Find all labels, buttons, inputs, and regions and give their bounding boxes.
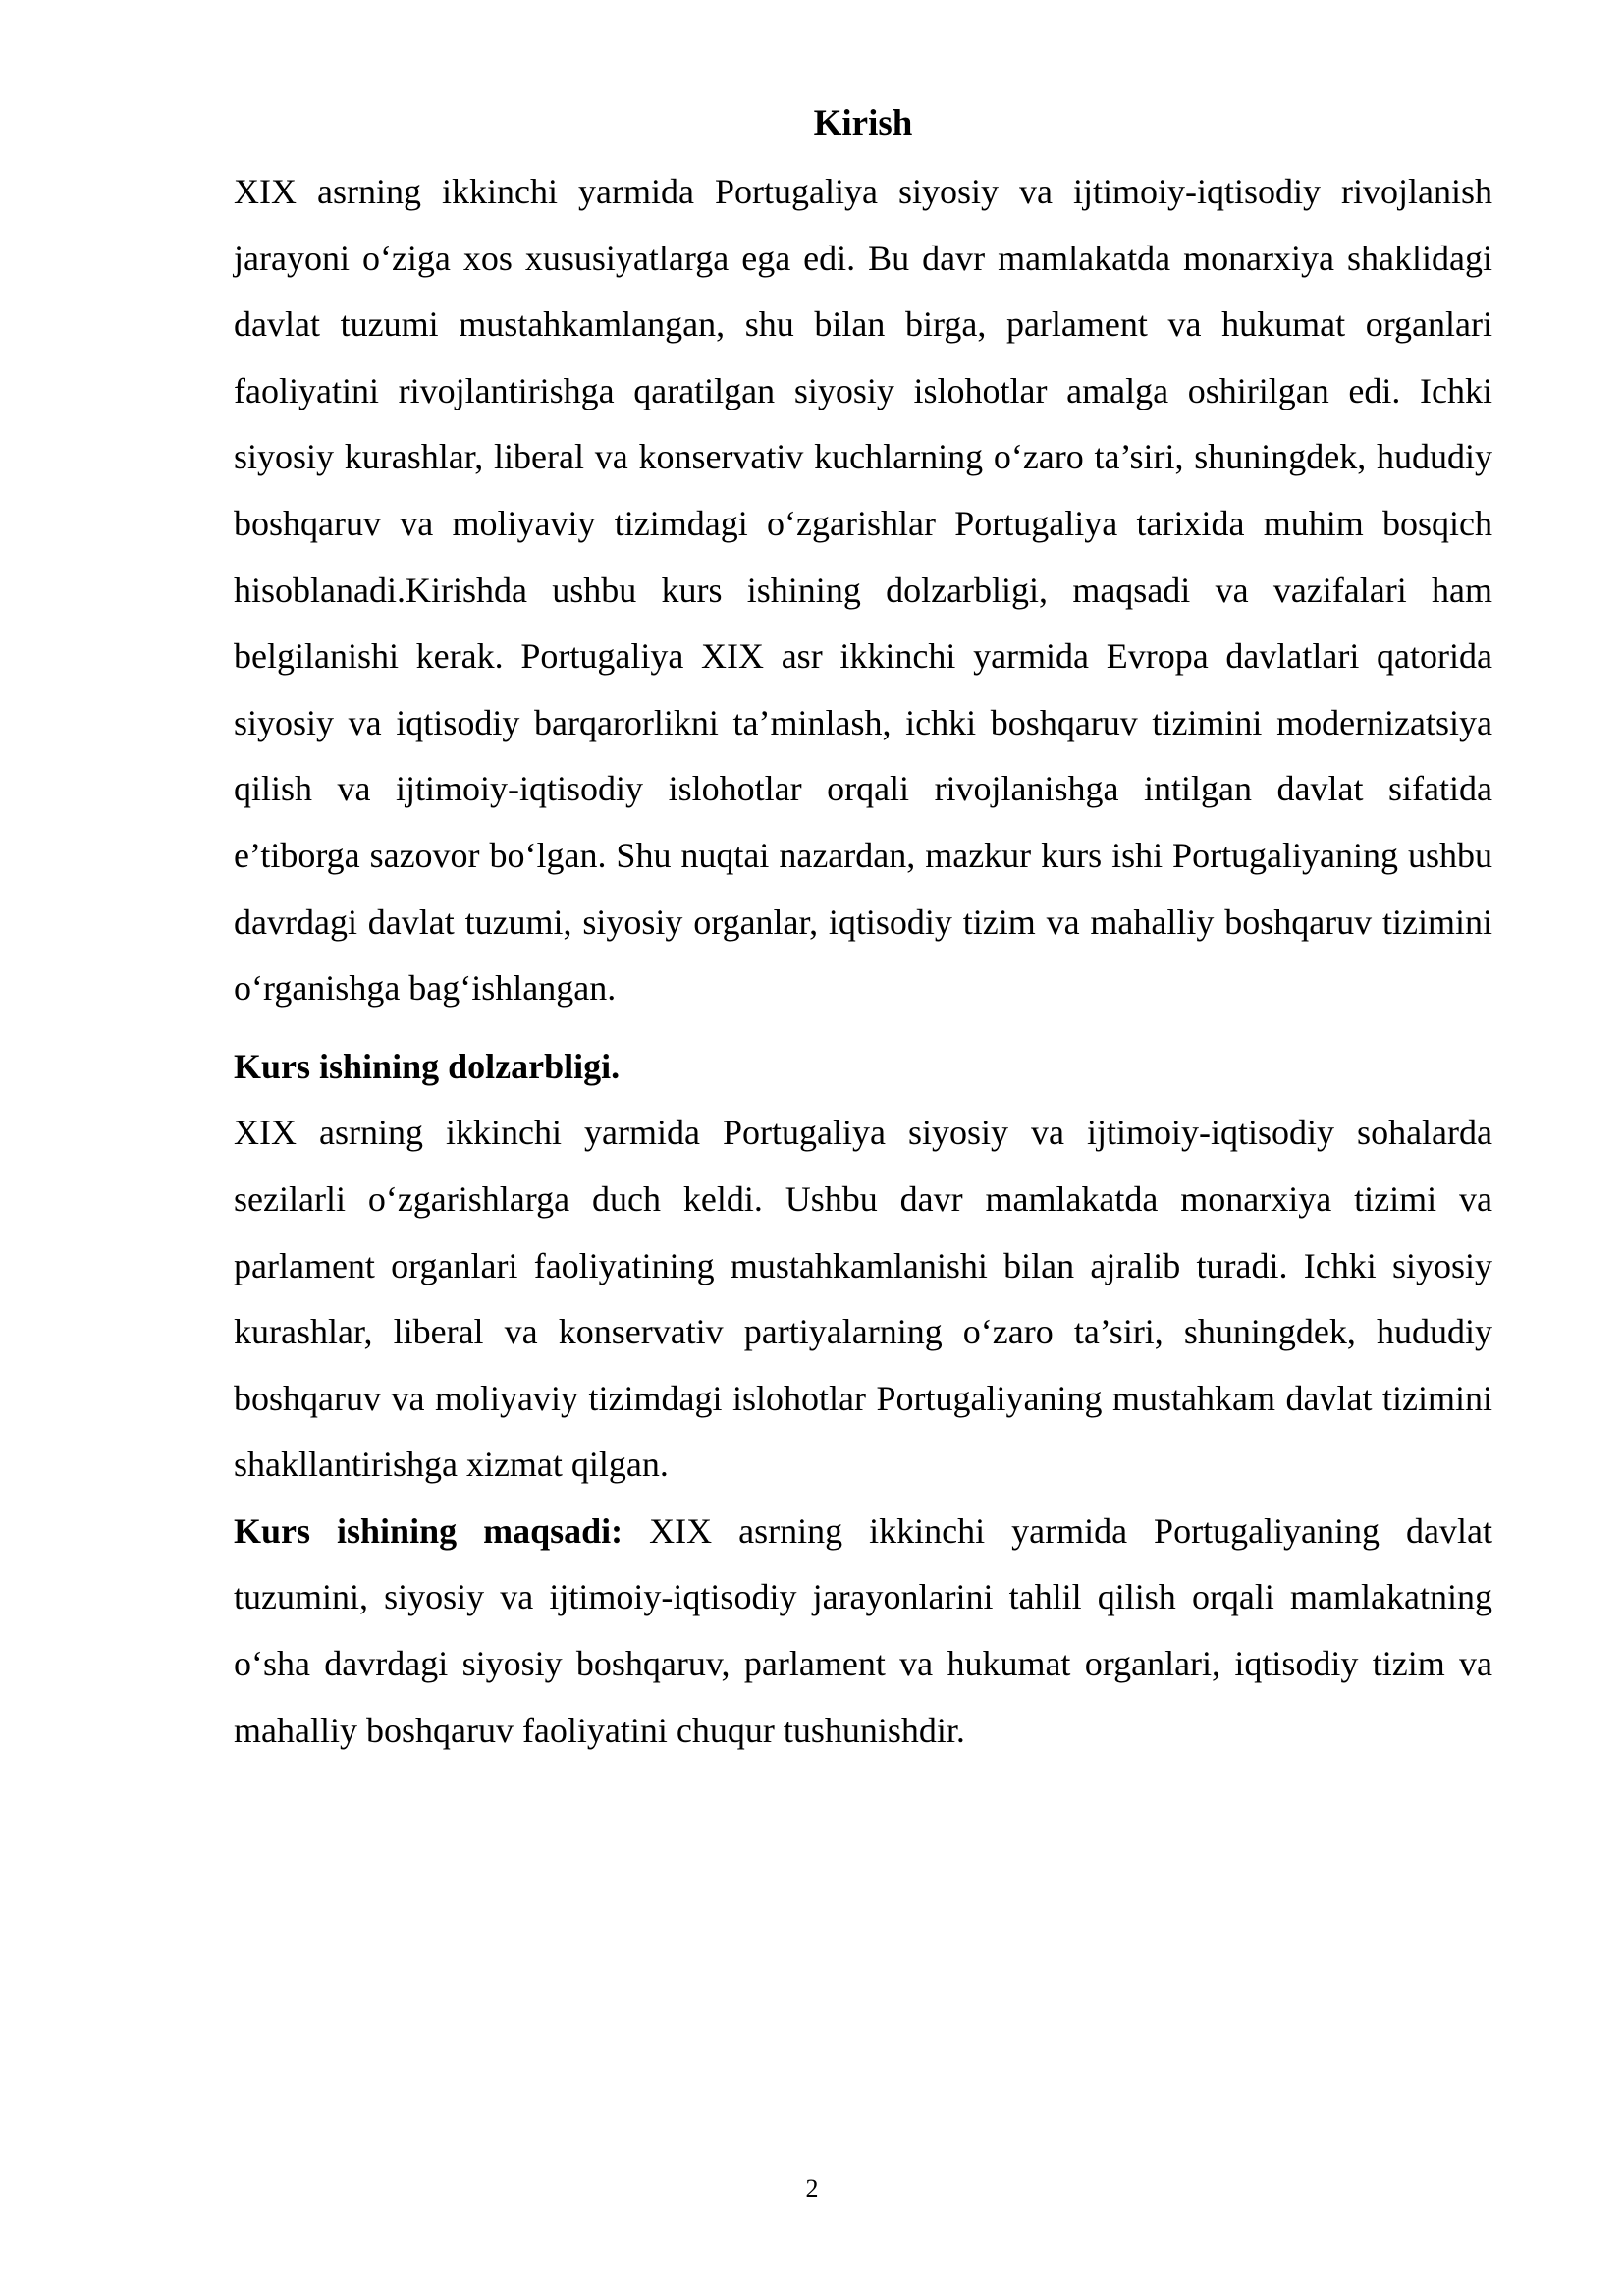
relevance-heading: Kurs ishining dolzarbligi. <box>234 1046 621 1086</box>
goal-paragraph <box>234 1499 1492 1764</box>
page-content <box>234 94 1492 1764</box>
goal-label: Kurs ishining maqsadi: <box>234 1510 623 1551</box>
goal-text: XIX asrning ikkinchi yarmida Portugaliyaning davlat tuzumini, siyosiy va ijtimoiy-iqtisodiy jarayonlarini tahlil qilish orqali mamlakatning o‘sha davrdagi siyosiy boshqaruv, parlament va hukumat organlari, iqtisodiy tizim va mahalliy boshqaruv faoliyatini chuqur tushunishdir. <box>234 1510 1492 1750</box>
page-title: Kirish <box>813 103 913 143</box>
intro-paragraph: XIX asrning ikkinchi yarmida Portugaliya siyosiy va ijtimoiy-iqtisodiy rivojlanish jarayoni o‘ziga xos xususiyatlarga ega edi. Bu davr mamlakatda monarxiya shaklidagi davlat tuzumi mustahkamlangan, shu bilan birga, parlament va hukumat organlari faoliyatini rivojlantirishga qaratilgan siyosiy islohotlar amalga oshirilgan edi. Ichki siyosiy kurashlar, liberal va konservativ kuchlarning o‘zaro ta’siri, shuningdek, hududiy boshqaruv va moliyaviy tizimdagi o‘zgarishlar Portugaliya tarixida muhim bosqich hisoblanadi.Kirishda ushbu kurs ishining dolzarbligi, maqsadi va vazifalari ham belgilanishi kerak. Portugaliya XIX asr ikkinchi yarmida Evropa davlatlari qatorida siyosiy va iqtisodiy barqarorlikni ta’minlash, ichki boshqaruv tizimini modernizatsiya qilish va ijtimoiy-iqtisodiy islohotlar orqali rivojlanishga intilgan davlat sifatida e’tiborga sazovor bo‘lgan. Shu nuqtai nazardan, mazkur kurs ishi Portugaliyaning ushbu davrdagi davlat tuzumi, siyosiy organlar, iqtisodiy tizim va mahalliy boshqaruv tizimini o‘rganishga bag‘ishlangan. <box>234 172 1492 1009</box>
relevance-paragraph: XIX asrning ikkinchi yarmida Portugaliya siyosiy va ijtimoiy-iqtisodiy sohalarda sezilarli o‘zgarishlarga duch keldi. Ushbu davr mamlakatda monarxiya tizimi va parlament organlari faoliyatining mustahkamlanishi bilan ajralib turadi. Ichki siyosiy kurashlar, liberal va konservativ partiyalarning o‘zaro ta’siri, shuningdek, hududiy boshqaruv va moliyaviy tizimdagi islohotlar Portugaliyaning mustahkam davlat tizimini shakllantirishga xizmat qilgan. <box>234 1113 1492 1485</box>
page-number: 2 <box>805 2174 819 2203</box>
